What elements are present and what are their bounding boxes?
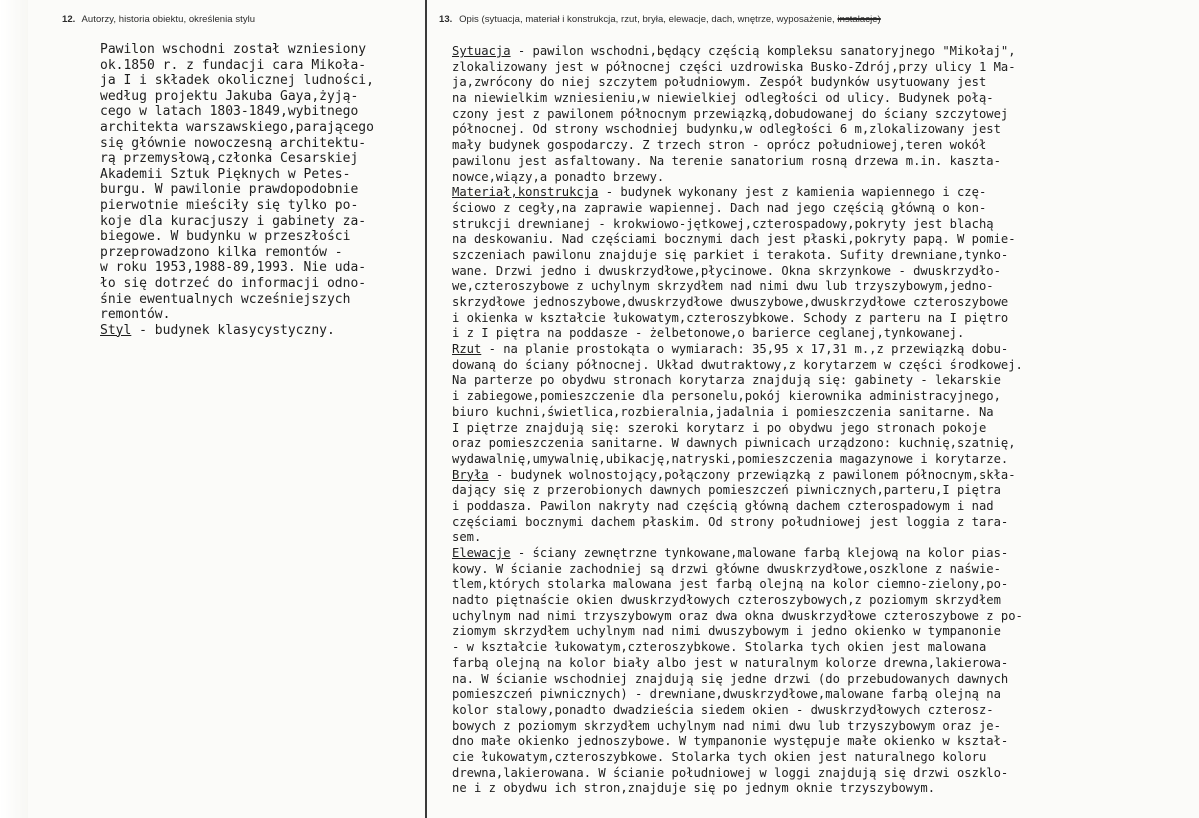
text-line: ja I i składek okolicznej ludności, [100,73,374,89]
text-line [452,91,1194,107]
left-header-number: 12. [62,14,76,25]
line-text: tlem,których stolarka malowana jest farbą olejną na kolor ciemno-zielony,po- [452,577,1009,592]
text-line [452,468,1194,484]
text-line: cego w latach 1803-1849,wybitnego [100,104,359,120]
text-line [452,530,1194,546]
text-line [452,232,1194,248]
line-text: północnej. Od strony wschodniej budynku,w odległości 6 m,zlokalizowany jest [452,122,1001,137]
right-header-title: Opis (sytuacja, materiał i konstrukcja, rzut, bryła, elewacje, dach, wnętrze, wyposażenie, [459,14,835,25]
text-line [452,358,1194,374]
text-line [452,60,1194,76]
text-line: ok.1850 r. z fundacji cara Mikoła- [100,57,367,73]
text-line [452,217,1194,233]
section-label: Rzut [452,342,482,357]
text-line: Pawilon wschodni został wzniesiony [100,42,367,57]
line-text: we,czteroszybowe z uchylnym skrzydłem nad nimi dwu lub trzyszybowym,jedno- [452,279,994,294]
line-text: na deskowaniu. Nad częściami bocznymi dach jest płaski,pokryty papą. W pomie- [452,232,1016,247]
line-text: czony jest z pawilonem północnym przewiązką,dobudowanej do ściany szczytowej [452,106,1009,121]
text-line: burgu. W pawilonie prawdopodobnie [100,182,359,198]
text-line [452,750,1194,766]
line-text: - pawilon wschodni,będący częścią kompleksu sanatoryjnego "Mikołaj", [510,44,1016,58]
section-label: Materiał,konstrukcja [452,185,599,200]
line-text: skrzydłowe jednoszybowe,dwuskrzydłowe dwuszybowe,dwuskrzydłowe czteroszybowe [452,295,1009,309]
line-text: nowce,wiązy,a ponadto brzewy. [452,169,665,184]
line-text: cie łukowatym,czteroszybkowe. Stolarka tych okien jest naturalnego koloru [452,749,987,764]
text-line [452,577,1194,593]
line-text: - na planie prostokąta o wymiarach: 35,95 x 17,31 m.,z przewiązką dobu- [481,342,1009,357]
line-text: farbą olejną na kolor biały albo jest w naturalnym kolorze drewna,lakierowa- [452,655,1009,670]
line-text: bowych z poziomym skrzydłem uchylnym nad nimi dwu lub trzyszybowym oraz je- [452,718,1001,733]
text-line [452,640,1194,656]
text-line [452,781,1194,797]
text-line [452,170,1194,186]
text-line [452,515,1194,531]
text-line [452,499,1194,515]
line-text: ne i z obydwu ich stron,znajduje się po jednym oknie trzyszybowym. [452,781,936,796]
line-text: sem. [452,530,482,545]
line-text: biuro kuchni,świetlica,rozbieralnia,jadalnia i pomieszczenia sanitarne. Na [452,404,994,419]
line-text: zlokalizowany jest w północnej części uzdrowiska Busko-Zdrój,przy ulicy 1 Ma- [452,59,1016,74]
text-line: remontów. [100,307,171,323]
text-line [452,719,1194,735]
text-line: pierwotnie mieściły się tylko po- [100,197,359,213]
text-line [452,264,1194,280]
text-line [452,436,1194,452]
line-text: mały budynek gospodarczy. Z trzech stron - oprócz południowej,teren wokół [452,138,987,153]
text-line: w roku 1953,1988-89,1993. Nie uda- [100,260,367,276]
text-line [452,295,1194,311]
column-divider [425,0,427,818]
style-label: Styl [100,322,132,338]
description-text [452,44,1194,797]
line-text: na. W ścianie wschodniej znajdują się jedne drzwi (do przebudowanych dawnych [452,671,1009,686]
text-line [452,138,1194,154]
line-text: ja,zwrócony do niej szczytem południowym. Zespół budynków usytuowany jest [452,75,987,90]
right-column-header [439,14,881,25]
line-text: kowy. W ścianie zachodniej są drzwi główne dwuskrzydłowe,oszklone z naświe- [452,561,1001,576]
line-text: dowaną do ściany północnej. Układ dwutraktowy,z korytarzem w części środkowej. [452,357,1023,372]
line-text: i zabiegowe,pomieszczenie dla personelu,pokój kierownika administracyjnego, [452,389,1001,404]
text-line [452,107,1194,123]
text-line [452,44,1194,60]
text-line: się głównie nowoczesną architektu- [100,135,367,151]
section-label: Sytuacja [452,44,511,58]
text-line [452,421,1194,437]
line-text: pomieszczeń piwnicznych) - drewniane,dwuskrzydłowe,malowane farbą olejną na [452,687,1001,702]
text-line: według projektu Jakuba Gaya,żyją- [100,88,359,104]
style-value: - budynek klasycystyczny. [131,322,335,338]
text-line [452,624,1194,640]
text-line [452,185,1194,201]
text-line [452,311,1194,327]
text-line [452,452,1194,468]
line-text: i poddasza. Pawilon nakryty nad częścią główną dachem czterospadowym i nad [452,498,994,513]
line-text: uchylnym nad nimi trzyszybowym oraz dwa okna dwuskrzydłowe czteroszybowe z po- [452,608,1023,623]
scan-edge [0,0,28,818]
text-line: ło się dotrzeć do informacji odno- [100,275,367,291]
text-line [452,562,1194,578]
text-line: Akademii Sztuk Pięknych w Petes- [100,166,351,182]
right-header-struck-word: instalacje) [837,14,881,25]
text-line: rą przemysłową,członka Cesarskiej [100,151,359,167]
text-line [452,703,1194,719]
line-text: i okienka w kształcie łukowatym,czteroszybkowe. Schody z parteru na I piętro [452,310,1009,325]
text-line [452,75,1194,91]
line-text: na niewielkim wzniesieniu,w niewielkiej odległości od ulicy. Budynek połą- [452,91,994,106]
authors-history-text [100,42,422,338]
line-text: wane. Drzwi jedno i dwuskrzydłowe,płycinowe. Okna skrzynkowe - dwuskrzydło- [452,263,1001,278]
line-text: - w kształcie łukowatym,czteroszybkowe. Stolarka tych okien jest malowana [452,640,987,655]
line-text: kolor stalowy,ponadto dwadzieścia siedem okien - dwuskrzydłowych czterosz- [452,702,994,717]
text-line [452,656,1194,672]
text-line: koje dla kuracjuszy i gabinety za- [100,213,367,229]
text-line [452,483,1194,499]
line-text: - ściany zewnętrzne tynkowane,malowane farbą klejową na kolor pias- [510,546,1009,560]
line-text: - budynek wolnostojący,połączony przewiązką z pawilonem północnym,skła- [488,467,1016,482]
line-text: dno małe okienko jednoszybowe. W tympanonie występuje małe okienko w kształ- [452,734,1009,749]
line-text: i z I piętra na poddasze - żelbetonowe,o barierce ceglanej,tynkowanej. [452,326,965,341]
text-line [452,122,1194,138]
style-line [100,323,422,339]
line-text: dający się z przerobionych dawnych pomieszczeń piwnicznych,parteru,I piętra [452,483,1001,498]
text-line [452,389,1194,405]
line-text: ściowo z cegły,na zaprawie wapiennej. Dach nad jego częścią główną o kon- [452,200,987,215]
line-text: nadto piętnaście okien dwuskrzydłowych czteroszybowych,z poziomym skrzydłem [452,593,1001,608]
line-text: - budynek wykonany jest z kamienia wapiennego i czę- [598,185,987,200]
text-line [452,672,1194,688]
text-line [452,248,1194,264]
line-text: oraz pomieszczenia sanitarne. W dawnych piwnicach urządzono: kuchnię,szatnię, [452,436,1016,451]
line-text: wydawalnię,umywalnię,ubikację,natryski,pomieszczenia magazynowe i korytarze. [452,451,1009,466]
line-text: drewna,lakierowana. W ścianie południowej w loggi znajdują się drzwi oszklo- [452,765,1009,780]
line-text: strukcji drewnianej - krokwiowo-jętkowej,czterospadowy,pokryty jest blachą [452,216,994,231]
line-text: I piętrze znajdują się: szeroki korytarz i po obydwu jego stronach pokoje [452,420,987,435]
left-column-header [62,14,255,25]
left-header-title: Autorzy, historia obiektu, określenia stylu [81,14,256,25]
text-line [452,326,1194,342]
line-text: Na parterze po obydwu stronach korytarza znajdują się: gabinety - lekarskie [452,373,1001,388]
text-line [452,687,1194,703]
line-text: pawilonu jest asfaltowany. Na terenie sanatorium rosną drzewa m.in. kaszta- [452,153,1001,168]
right-header-number: 13. [439,14,453,25]
text-line: biegowe. W budynku w przeszłości [100,229,351,245]
text-line [452,546,1194,562]
text-line [452,279,1194,295]
text-line [452,766,1194,782]
line-text: szczeniach pawilonu znajduje się parkiet i terakota. Sufity drewniane,tynko- [452,247,1009,262]
text-line [452,154,1194,170]
text-line [452,609,1194,625]
line-text: ziomym skrzydłem uchylnym nad nimi dwuszybowym i jedno okienko w tympanonie [452,624,1001,639]
line-text: częściami bocznymi dachem płaskim. Od strony południowej jest loggia z tara- [452,514,1009,529]
text-line [452,201,1194,217]
section-label: Elewacje [452,546,511,560]
text-line: architekta warszawskiego,parającego [100,119,374,135]
text-line [452,734,1194,750]
text-line [452,342,1194,358]
text-line [452,405,1194,421]
text-line [452,593,1194,609]
section-label: Bryła [452,467,489,482]
text-line: śnie ewentualnych wcześniejszych [100,291,351,307]
text-line [452,373,1194,389]
text-line: przeprowadzono kilka remontów - [100,244,343,260]
